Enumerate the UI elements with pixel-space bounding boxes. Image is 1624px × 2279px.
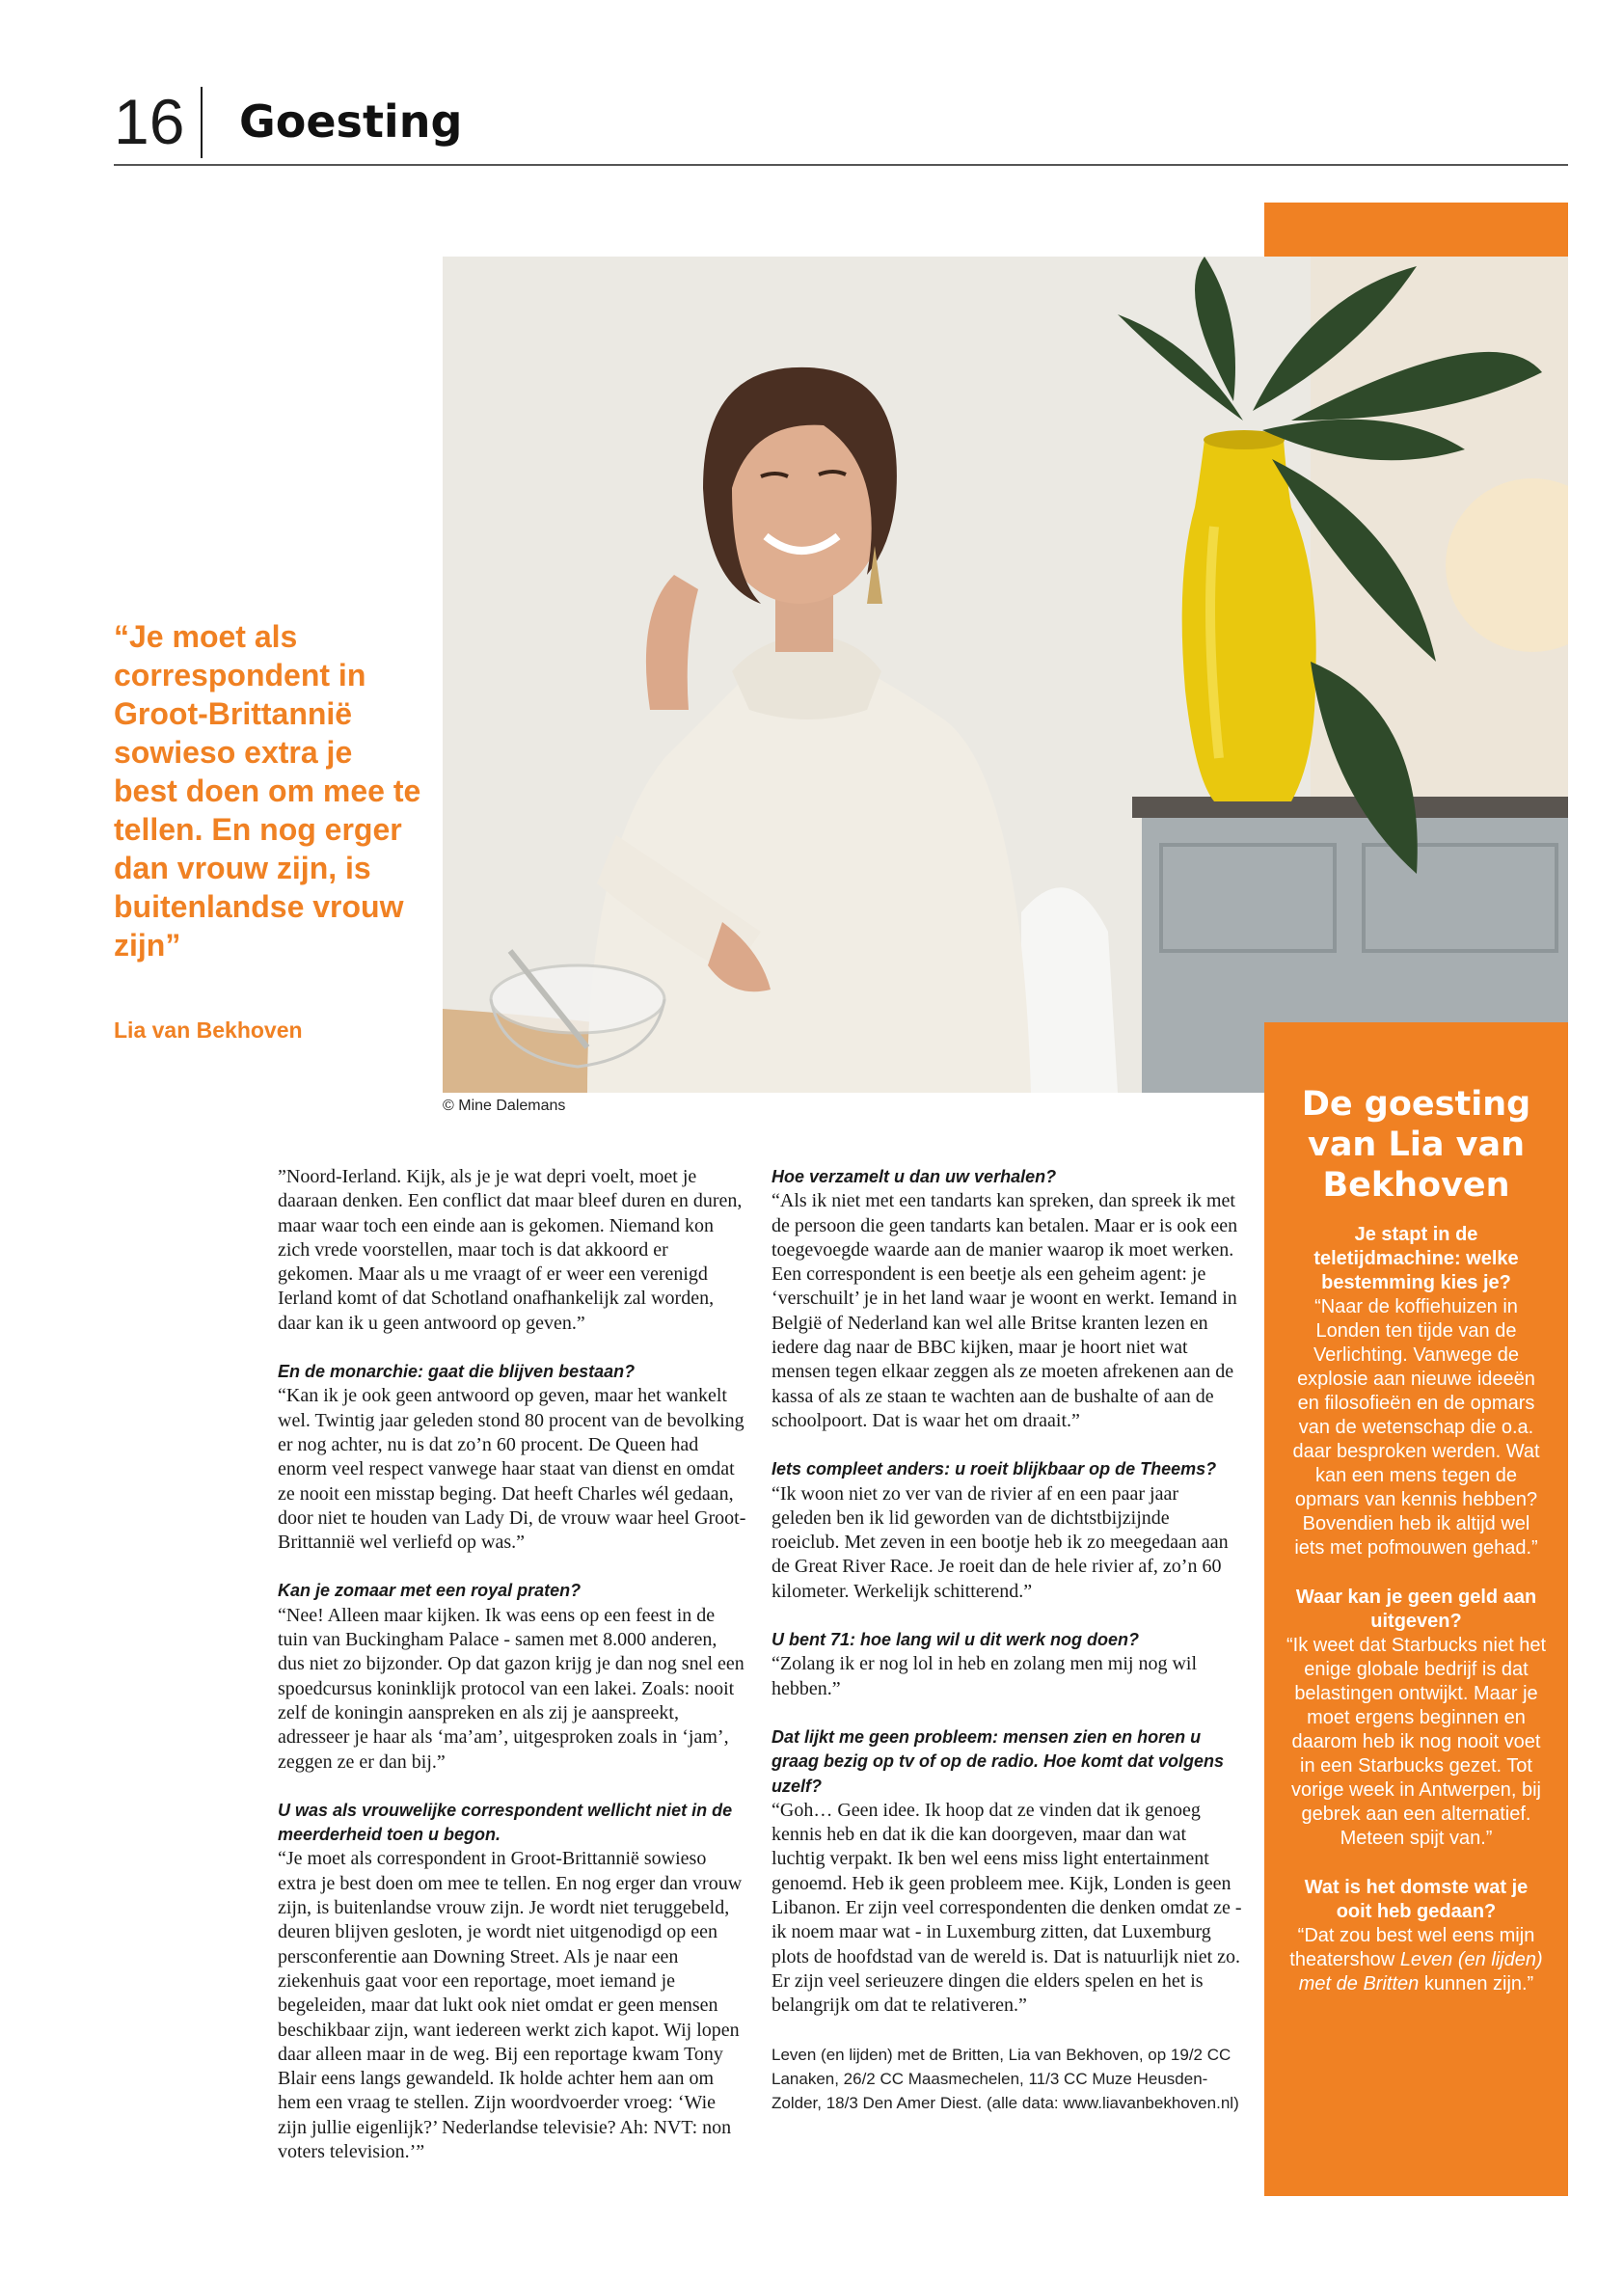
qa-block (771, 1628, 1242, 1701)
article-column-2 (771, 1165, 1242, 2115)
sidebar-question: Wat is het domste wat je ooit heb gedaan? (1304, 1877, 1529, 1922)
pull-quote: “Je moet als correspondent in Groot-Brittannië sowieso extra je best doen om mee te tellen. En nog erger dan vrouw zijn, is buitenlandse vrouw zijn” (114, 619, 421, 963)
portrait-illustration (443, 257, 1568, 1093)
sidebar-question: Waar kan je geen geld aan uitgeven? (1295, 1587, 1537, 1632)
sidebar-answer-part: “Dat zou best wel eens mijn theatershow (1289, 1925, 1535, 1970)
sidebar-question: Je stapt in de teletijdmachine: welke bestemming kies je? (1313, 1224, 1519, 1293)
header-divider (201, 87, 203, 158)
event-info: Leven (en lijden) met de Britten, Lia van Bekhoven, op 19/2 CC Lanaken, 26/2 CC Maasmechelen, 11/3 CC Muze Heusden-Zolder, 18/3 Den Amer Diest. (alle data: www.liavanbekhoven.nl) (771, 2045, 1239, 2112)
photo-credit: © Mine Dalemans (443, 1098, 566, 1114)
qa-block (771, 1165, 1242, 1433)
answer-text: ”Noord-Ierland. Kijk, als je je wat depri voelt, moet je daaraan denken. Een conflict dat maar bleef duren en duren, maar waar toch een einde aan is gekomen. Niemand kon zich vrede voorstellen, maar toch is dat akkoord er gekomen. Maar als u me vraagt of er weer een verenigd Ierland komt of dat Schotland onafhankelijk zal worden, daar kan ik u geen antwoord op geven.” (278, 1166, 743, 1334)
sidebar-answer: “Ik weet dat Starbucks niet het enige globale bedrijf is dat belastingen ontwijkt. Maar je moet ergens beginnen en daarom heb ik nog nooit voet in een Starbucks gezet. Tot vorige week in Antwerpen, bij gebrek aan een alternatief. Meteen spijt van.” (1286, 1635, 1547, 1849)
question-heading: U bent 71: hoe lang wil u dit werk nog doen? (771, 1630, 1140, 1650)
page-header (114, 83, 1568, 166)
answer-text: “Ik woon niet zo ver van de rivier af en een paar jaar geleden ben ik lid geworden van de dichtstbijzijnde roeiclub. Met zeven in een bootje heb ik zo meegedaan aan de Great River Race. Je roeit dan de hele rivier af, zo’n 60 kilometer. Werkelijk schitterend.” (771, 1482, 1229, 1602)
answer-text: “Nee! Alleen maar kijken. Ik was eens op een feest in de tuin van Buckingham Palace - samen met 8.000 anderen, dus niet zo bijzonder. Op dat gazon krijg je dan nog snel een spoedcursus koninklijk protocol van een lakei. Zoals: nooit zelf de koningin aanspreken en als zij je aanspreekt, adresseer je haar als ‘ma’am’, uitgesproken zoals in ‘jam’, zeggen ze er dan bij.” (278, 1604, 744, 1773)
header-rule (114, 164, 1568, 166)
qa-block (278, 1799, 748, 2164)
answer-text: “Zolang ik er nog lol in heb en zolang men mij nog wil hebben.” (771, 1653, 1198, 1699)
portrait-photo (443, 257, 1568, 1093)
pull-quote-author: Lia van Bekhoven (114, 1017, 303, 1043)
qa-block (771, 1725, 1242, 2019)
paragraph (278, 1165, 748, 1336)
question-heading: Iets compleet anders: u roeit blijkbaar op de Theems? (771, 1459, 1217, 1479)
page-number: 16 (114, 86, 185, 157)
question-heading: Dat lijkt me geen probleem: mensen zien en horen u graag bezig op tv of op de radio. Hoe komt dat volgens uzelf? (771, 1726, 1225, 1796)
answer-text: “Goh… Geen idee. Ik hoop dat ze vinden dat ik genoeg kennis heb en dat ik die kan doorgeven, maar dan wat luchtig verpakt. Ik ben wel eens miss light entertainment genoemd. Heb ik geen probleem mee. Kijk, Londen is geen Libanon. Er zijn veel correspondenten die denken omdat ze - ik noem maar wat - in Luxemburg zitten, dat Luxemburg plots de hoofdstad van de wereld is. Dat is natuurlijk niet zo. Er zijn veel serieuzere dingen die elders spelen en het is belangrijk om dat te relativeren.” (771, 1799, 1242, 2017)
sidebar-title: De goesting van Lia van Bekhoven (1301, 1085, 1531, 1205)
sidebar-box (1264, 1022, 1568, 2196)
sidebar-answer: “Naar de koffiehuizen in Londen ten tijde van de Verlichting. Vanwege de explosie aan nieuwe ideeën en filosofieën en de opmars van de wetenschap die o.a. daar besproken werden. Wat kan een mens tegen de opmars van kennis hebben? Bovendien heb ik altijd wel iets met pofmouwen gehad.” (1292, 1296, 1540, 1559)
answer-text: “Als ik niet met een tandarts kan spreken, dan spreek ik met de persoon die geen tandarts kan betalen. Maar er is ook een toegevoegde waarde aan de manier waarop ik moet werken. Een correspondent is een beetje als een geheim agent: je ‘verschuilt’ je in het land waar je woont en werkt. Iemand in België of Nederland kan wel alle Britse kranten lezen en iedere dag naar de BBC kijken, maar je hoort niet wat mensen tegen elkaar zeggen als ze moeten afrekenen aan de kassa of als ze staan te wachten aan de bushalte of aan de schoolpoort. Dat is waar het om draait.” (771, 1190, 1238, 1431)
qa-block (771, 1457, 1242, 1604)
qa-block (278, 1360, 748, 1555)
sidebar-answer-part: kunnen zijn.” (1419, 1973, 1534, 1994)
sidebar-answer (1286, 1924, 1547, 1996)
orange-accent-block (1264, 203, 1568, 257)
article-column-1 (278, 1165, 748, 2188)
qa-block (278, 1579, 748, 1774)
question-heading: En de monarchie: gaat die blijven bestaan? (278, 1362, 636, 1382)
section-title: Goesting (239, 95, 463, 148)
question-heading: Kan je zomaar met een royal praten? (278, 1581, 582, 1601)
question-heading: Hoe verzamelt u dan uw verhalen? (771, 1167, 1057, 1186)
answer-text: “Je moet als correspondent in Groot-Brittannië sowieso extra je best doen om mee te tellen. En nog erger dan vrouw zijn, is buitenlandse vrouw zijn. Je wordt niet teruggebeld, deuren blijven gesloten, je wordt niet uitgenodigd op een persconferentie aan Downing Street. Als je naar een ziekenhuis gaat voor een reportage, moet iemand je begeleiden, maar dat lukt ook niet omdat er geen mensen beschikbaar zijn, want iedereen werkt zich kapot. Wij lopen daar alleen maar in de weg. Bij een reportage kwam Tony Blair eens langs gewandeld. Ik holde achter hem aan om hem een vraag te stellen. Zijn woordvoerder vroeg: ‘Wie zijn jullie eigenlijk?’ Nederlandse televisie? Ah: NVT: non voters television.’” (278, 1848, 743, 2162)
question-heading: U was als vrouwelijke correspondent wellicht niet in de meerderheid toen u begon. (278, 1800, 733, 1845)
show-title: Leven (en lijden) met de Britten (1298, 1949, 1543, 1994)
answer-text: “Kan ik je ook geen antwoord op geven, maar het wankelt wel. Twintig jaar geleden stond 80 procent van de bevolking er nog achter, nu is dat zo’n 60 procent. De Queen had enorm veel respect vanwege haar staat van dienst en omdat ze nooit een misstap beging. Dat heeft Charles wél gedaan, door niet te houden van Lady Di, de vrouw waar heel Groot-Brittannië wel verliefd op was.” (278, 1385, 746, 1554)
